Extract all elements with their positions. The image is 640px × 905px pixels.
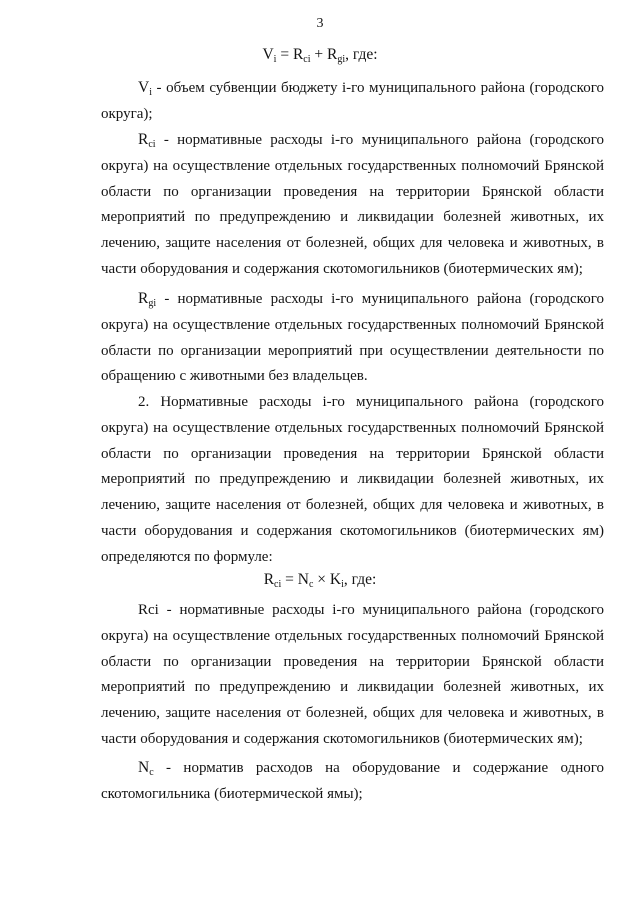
formula-plus: +	[310, 46, 327, 63]
formula-symbol-r: R	[292, 46, 304, 63]
formula-symbol-k: K	[329, 571, 342, 588]
formula-subscript: i	[341, 579, 344, 590]
paragraph-item-2	[101, 390, 604, 571]
definition-subscript: c	[149, 767, 154, 778]
formula-tail: , где:	[345, 46, 378, 63]
definition-nc	[101, 755, 604, 808]
definition-rci-2	[101, 598, 604, 753]
formula-subvention	[0, 46, 640, 64]
definition-subscript: i	[149, 87, 152, 98]
definition-text: - нормативные расходы i-го муниципального района (городского округа) на осуществление отдельных государственных полномочий Брянской области по организации мероприятий при осуществлении деятельности по обращению с животными без владельцев.	[101, 291, 604, 385]
definition-vi	[101, 75, 604, 128]
formula-times: ×	[313, 571, 330, 588]
definition-text: - норматив расходов на оборудование и содержание одного скотомогильника (биотермической ямы);	[101, 760, 604, 802]
formula-subscript: gi	[337, 54, 346, 65]
definition-symbol: R	[138, 131, 149, 148]
formula-subscript: c	[308, 579, 314, 590]
definition-symbol: V	[138, 79, 150, 96]
page-number: 3	[316, 16, 324, 31]
definition-text: Rci - нормативные расходы i-го муниципального района (городского округа) на осуществление отдельных государственных полномочий Брянской области по организации проведения на территории Брянской области мероприятий по предупреждению и ликвидации болезней животных, их лечению, защите населения от болезней, общих для человека и животных, в части оборудования и содержания скотомогильников (биотермических ям);	[101, 602, 604, 747]
formula-subscript: ci	[274, 579, 282, 590]
formula-normative	[0, 571, 640, 589]
formula-symbol-n: N	[297, 571, 309, 588]
definition-symbol: N	[138, 759, 150, 776]
formula-symbol-r: R	[327, 46, 338, 63]
definition-subscript: ci	[148, 139, 156, 150]
formula-subscript: i	[273, 54, 277, 65]
formula-tail: , где:	[343, 571, 377, 588]
paragraph-text: 2. Нормативные расходы i-го муниципального района (городского округа) на осуществление отдельных государственных полномочий Брянской области по организации проведения на территории Брянской области мероприятий по предупреждению и ликвидации болезней животных, их лечению, защите населения от болезней, общих для человека и животных, в части оборудования и содержания скотомогильников (биотермических ям) определяются по формуле:	[101, 394, 604, 565]
definition-text: - объем субвенции бюджету i-го муниципального района (городского округа);	[101, 80, 604, 122]
formula-symbol-v: V	[262, 46, 274, 63]
formula-equals: =	[281, 571, 298, 588]
definition-symbol: R	[138, 290, 149, 307]
formula-symbol-r: R	[263, 571, 275, 588]
formula-equals: =	[276, 46, 293, 63]
definition-rgi	[101, 286, 604, 390]
definition-text: - нормативные расходы i-го муниципального района (городского округа) на осуществление отдельных государственных полномочий Брянской области по организации проведения на территории Брянской области мероприятий по предупреждению и ликвидации болезней животных, их лечению, защите населения от болезней, общих для человека и животных, в части оборудования и содержания скотомогильников (биотермических ям);	[101, 132, 604, 277]
definition-rci	[101, 127, 604, 283]
formula-subscript: ci	[303, 54, 311, 65]
definition-subscript: gi	[148, 298, 157, 309]
